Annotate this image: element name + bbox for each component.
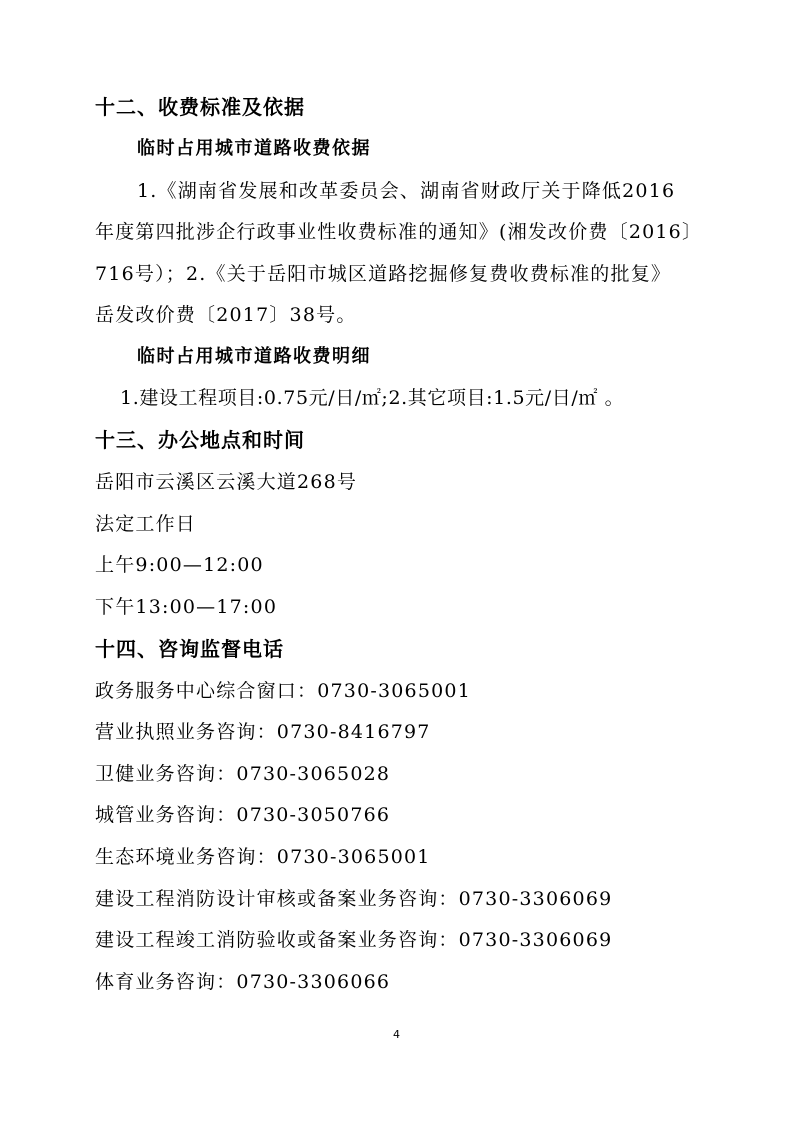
phone-line-3: 卫健业务咨询：0730-3065028 [95,763,391,785]
fee-basis-line-2: 年度第四批涉企行政事业性收费标准的通知》(湘发改价费〔2016〕 [95,221,703,243]
phone-line-1: 政务服务中心综合窗口：0730-3065001 [95,680,471,702]
page-number: 4 [393,1028,400,1041]
office-hours-pm: 下午13:00—17:00 [95,596,278,618]
office-address: 岳阳市云溪区云溪大道268号 [95,471,358,493]
fee-basis-line-4: 岳发改价费〔2017〕38号。 [95,304,357,326]
section-13-heading: 十三、办公地点和时间 [95,428,305,452]
phone-line-2: 营业执照业务咨询：0730-8416797 [95,721,431,743]
section-14-heading: 十四、咨询监督电话 [95,637,284,661]
phone-line-7: 建设工程竣工消防验收或备案业务咨询：0730-3306069 [95,929,613,951]
fee-basis-subheading: 临时占用城市道路收费依据 [137,138,371,159]
fee-detail-subheading: 临时占用城市道路收费明细 [137,346,371,367]
section-12-heading: 十二、收费标准及依据 [95,95,305,119]
phone-line-8: 体育业务咨询：0730-3306066 [95,971,391,993]
phone-line-4: 城管业务咨询：0730-3050766 [95,804,391,826]
fee-detail-line: 1.建设工程项目:0.75元/日/㎡;2.其它项目:1.5元/日/㎡ 。 [120,387,625,409]
phone-line-6: 建设工程消防设计审核或备案业务咨询：0730-3306069 [95,888,613,910]
office-days: 法定工作日 [95,513,197,535]
fee-basis-line-3: 716号）；2.《关于岳阳市城区道路挖掘修复费收费标准的批复》 [95,263,672,285]
fee-basis-line-1: 1.《湖南省发展和改革委员会、湖南省财政厅关于降低2016 [137,180,676,202]
office-hours-am: 上午9:00—12:00 [95,554,264,576]
phone-line-5: 生态环境业务咨询：0730-3065001 [95,846,431,868]
